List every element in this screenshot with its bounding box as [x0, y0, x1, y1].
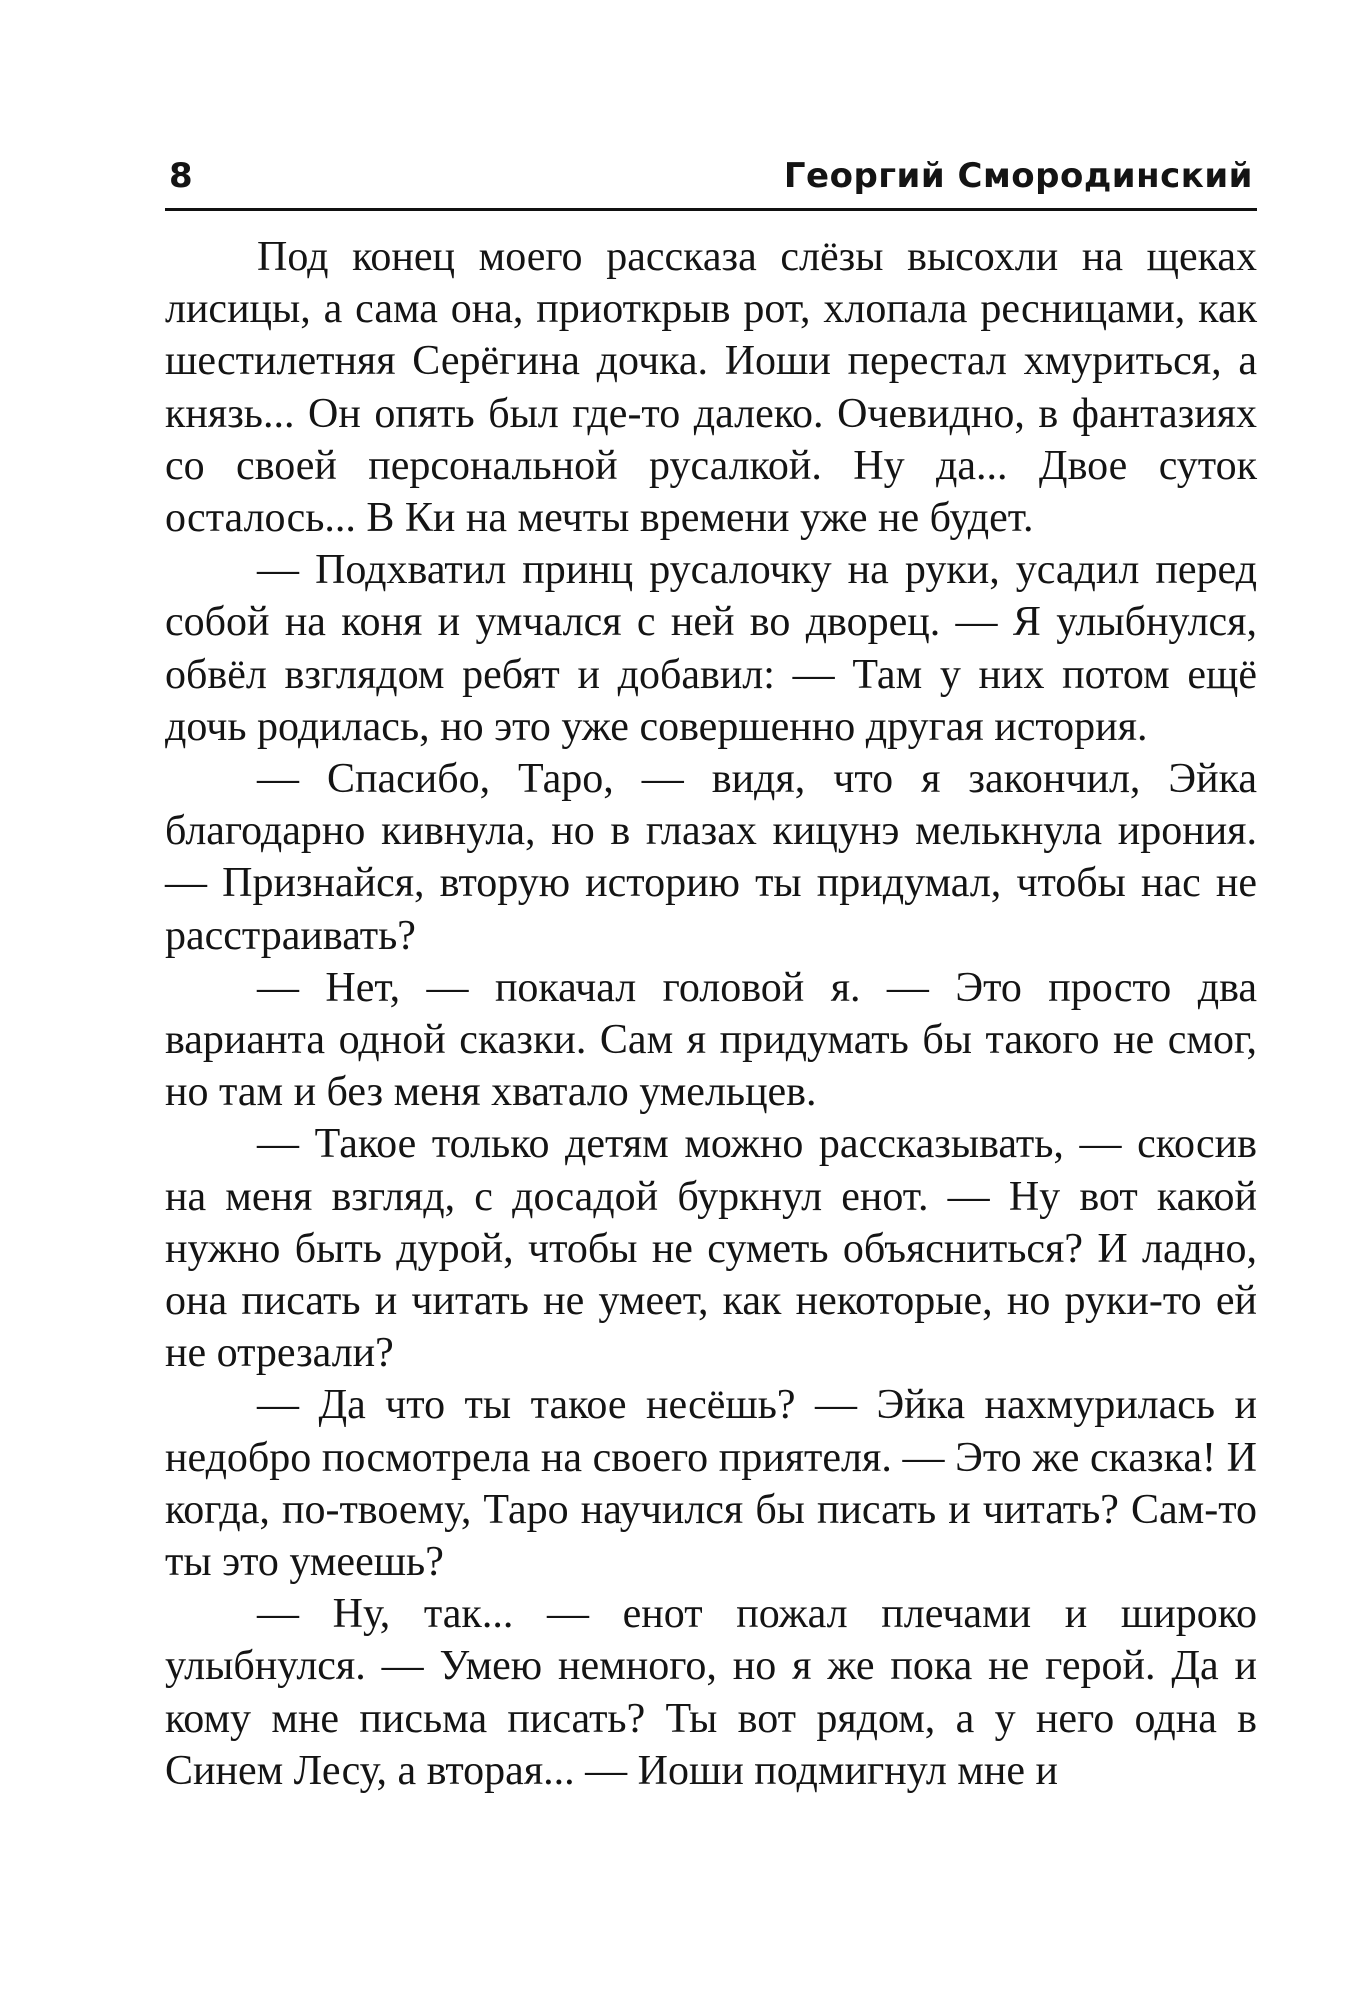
- author-name: Георгий Смородинский: [783, 156, 1253, 196]
- running-header: [165, 150, 1257, 211]
- paragraph: — Ну, так... — енот пожал плечами и широко улыбнулся. — Умею немного, но я же пока не герой. Да и кому мне письма писать? Ты вот рядом, а у него одна в Синем Лесу, а вторая... — Иоши подмигнул мне и: [165, 1591, 1257, 1794]
- page-number: 8: [169, 156, 193, 196]
- paragraph: — Да что ты такое несёшь? — Эйка нахмурилась и недобро посмотрела на своего приятеля. — Это же сказка! И когда, по-твоему, Таро научился бы писать и читать? Сам-то ты это умеешь?: [165, 1382, 1257, 1586]
- paragraph: — Подхватил принц русалочку на руки, усадил перед собой на коня и умчался с ней во дворец. — Я улыбнулся, обвёл взглядом ребят и добавил: — Там у них потом ещё дочь родилась, но это уже совершенно другая история.: [165, 547, 1257, 750]
- paragraph: — Спасибо, Таро, — видя, что я закончил, Эйка благодарно кивнула, но в глазах кицунэ мелькнула ирония. — Признайся, вторую историю ты придумал, чтобы нас не расстраивать?: [165, 756, 1257, 959]
- text-body: [165, 231, 1257, 1797]
- paragraph: Под конец моего рассказа слёзы высохли на щеках лисицы, а сама она, приоткрыв рот, хлопала ресницами, как шестилетняя Серёгина дочка. Иоши перестал хмуриться, а князь... Он опять был где-то далеко. Очевидно, в фантазиях со своей персональной русалкой. Ну да... Двое суток осталось... В Ки на мечты времени уже не будет.: [165, 234, 1257, 542]
- paragraph: — Нет, — покачал головой я. — Это просто два варианта одной сказки. Сам я придумать бы такого не смог, но там и без меня хватало умельцев.: [165, 964, 1257, 1116]
- book-page: [165, 150, 1257, 1797]
- paragraph: — Такое только детям можно рассказывать, — скосив на меня взгляд, с досадой буркнул енот. — Ну вот какой нужно быть дурой, чтобы не суметь объясниться? И ладно, она писать и читать не умеет, как некоторые, но руки-то ей не отрезали?: [165, 1121, 1257, 1377]
